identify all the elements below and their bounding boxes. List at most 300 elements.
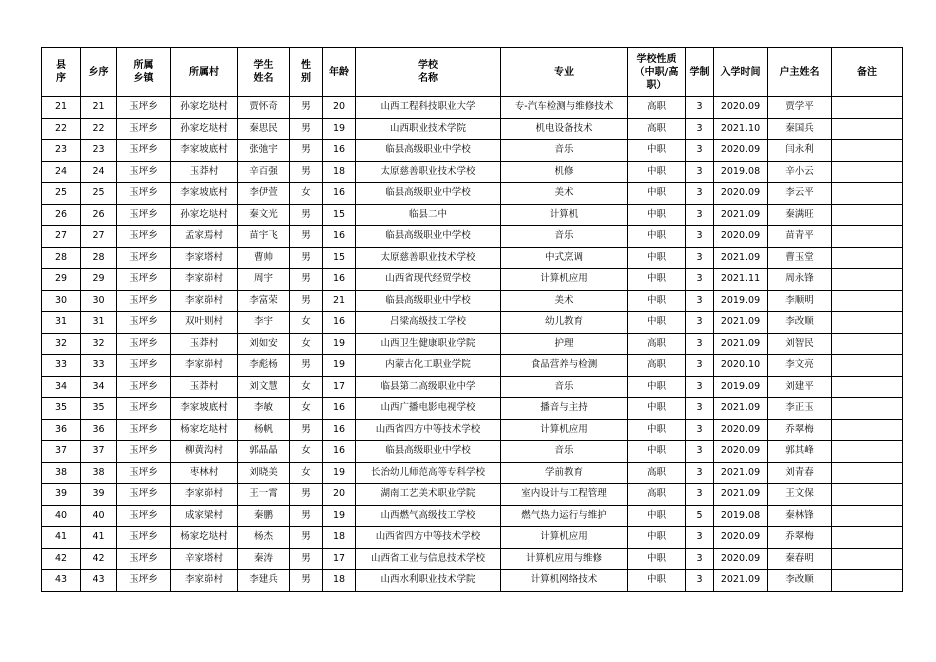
table-row	[42, 376, 903, 398]
table-row	[42, 570, 903, 592]
table-cell: 刘如安	[238, 333, 290, 355]
table-cell: 秦林锋	[768, 505, 832, 527]
table-row	[42, 290, 903, 312]
table-cell: 计算机应用与维修	[501, 548, 628, 570]
col-town-no	[81, 48, 117, 97]
table-cell: 临县高级职业中学校	[356, 183, 501, 205]
table-cell: 秦鹏	[238, 505, 290, 527]
table-cell: 中职	[628, 570, 686, 592]
table-cell: 计算机应用	[501, 419, 628, 441]
table-cell: 3	[686, 548, 714, 570]
table-cell: 男	[290, 161, 323, 183]
table-cell: 玉坪乡	[117, 290, 171, 312]
table-cell: 21	[42, 97, 81, 119]
table-cell: 李家峁村	[171, 269, 238, 291]
table-cell: 玉坪乡	[117, 312, 171, 334]
table-cell: 3	[686, 484, 714, 506]
table-cell: 37	[81, 441, 117, 463]
table-cell: 3	[686, 97, 714, 119]
table-cell: 山西卫生健康职业学院	[356, 333, 501, 355]
table-cell: 21	[81, 97, 117, 119]
table-row	[42, 97, 903, 119]
table-cell: 玉坪乡	[117, 183, 171, 205]
table-cell: 男	[290, 247, 323, 269]
table-cell: 34	[81, 376, 117, 398]
table-cell: 李建兵	[238, 570, 290, 592]
table-cell: 中职	[628, 290, 686, 312]
col-student	[238, 48, 290, 97]
table-cell: 女	[290, 376, 323, 398]
table-cell: 周永锋	[768, 269, 832, 291]
table-cell: 中职	[628, 226, 686, 248]
table-cell: 男	[290, 269, 323, 291]
table-cell	[832, 204, 903, 226]
table-cell: 苗青平	[768, 226, 832, 248]
header-text: 年龄	[329, 66, 349, 78]
table-cell: 中职	[628, 312, 686, 334]
table-cell: 李家峁村	[171, 570, 238, 592]
table-cell: 中职	[628, 269, 686, 291]
table-cell: 玉坪乡	[117, 355, 171, 377]
table-cell: 31	[42, 312, 81, 334]
table-cell: 男	[290, 118, 323, 140]
table-cell: 郭其峰	[768, 441, 832, 463]
table-cell: 3	[686, 312, 714, 334]
table-cell: 43	[42, 570, 81, 592]
table-cell: 山西省四方中等技术学校	[356, 419, 501, 441]
table-cell: 2021.09	[714, 333, 768, 355]
table-cell: 太原慈善职业技术学校	[356, 247, 501, 269]
table-cell: 王一霄	[238, 484, 290, 506]
table-cell: 刘文慧	[238, 376, 290, 398]
table-cell: 李家坡底村	[171, 183, 238, 205]
table-row	[42, 312, 903, 334]
table-cell: 秦国兵	[768, 118, 832, 140]
table-cell: 计算机应用	[501, 269, 628, 291]
table-cell: 33	[42, 355, 81, 377]
table-cell: 36	[81, 419, 117, 441]
table-cell: 柳黄沟村	[171, 441, 238, 463]
table-cell: 幼儿教育	[501, 312, 628, 334]
table-cell: 18	[323, 527, 356, 549]
table-cell: 音乐	[501, 226, 628, 248]
table-cell: 玉坪乡	[117, 548, 171, 570]
table-cell: 辛小云	[768, 161, 832, 183]
table-row	[42, 398, 903, 420]
table-cell: 护理	[501, 333, 628, 355]
table-cell: 20	[323, 97, 356, 119]
col-school-type	[628, 48, 686, 97]
table-cell	[832, 290, 903, 312]
table-cell: 双叶则村	[171, 312, 238, 334]
table-cell: 3	[686, 441, 714, 463]
table-cell: 山西职业技术学院	[356, 118, 501, 140]
table-cell: 玉坪乡	[117, 269, 171, 291]
table-cell: 2021.09	[714, 204, 768, 226]
col-age	[323, 48, 356, 97]
table-cell	[832, 312, 903, 334]
table-cell	[832, 226, 903, 248]
table-cell: 贾学平	[768, 97, 832, 119]
table-cell: 3	[686, 527, 714, 549]
table-cell: 玉坪乡	[117, 527, 171, 549]
table-cell: 男	[290, 140, 323, 162]
table-cell: 临县第二高级职业中学	[356, 376, 501, 398]
table-cell: 成家梁村	[171, 505, 238, 527]
table-cell: 玉坪乡	[117, 462, 171, 484]
table-cell: 玉莽村	[171, 161, 238, 183]
table-cell: 39	[42, 484, 81, 506]
table-cell: 播音与主持	[501, 398, 628, 420]
table-cell: 28	[42, 247, 81, 269]
table-cell: 高职	[628, 118, 686, 140]
table-cell	[832, 484, 903, 506]
table-cell: 3	[686, 333, 714, 355]
table-cell: 30	[81, 290, 117, 312]
table-row	[42, 527, 903, 549]
col-duration	[686, 48, 714, 97]
table-cell: 孟家焉村	[171, 226, 238, 248]
table-cell: 16	[323, 183, 356, 205]
table-cell: 35	[42, 398, 81, 420]
table-cell: 38	[42, 462, 81, 484]
table-cell: 3	[686, 204, 714, 226]
table-cell: 3	[686, 398, 714, 420]
table-cell: 杨家圪垯村	[171, 419, 238, 441]
table-cell: 22	[42, 118, 81, 140]
table-row	[42, 462, 903, 484]
table-cell: 15	[323, 247, 356, 269]
col-householder	[768, 48, 832, 97]
header-text: 入学时间	[720, 66, 761, 78]
table-cell: 玉坪乡	[117, 398, 171, 420]
table-cell	[832, 462, 903, 484]
table-cell: 2020.09	[714, 441, 768, 463]
table-cell: 3	[686, 226, 714, 248]
table-cell	[832, 355, 903, 377]
table-row	[42, 548, 903, 570]
table-cell: 高职	[628, 333, 686, 355]
table-row	[42, 161, 903, 183]
table-cell: 专-汽车检测与维修技术	[501, 97, 628, 119]
table-cell: 山西省工业与信息技术学校	[356, 548, 501, 570]
header-text: 性 别	[301, 60, 311, 84]
table-cell: 2021.09	[714, 398, 768, 420]
table-cell: 23	[42, 140, 81, 162]
table-cell: 李家塔村	[171, 247, 238, 269]
table-cell: 玉坪乡	[117, 333, 171, 355]
table-cell: 临县高级职业中学校	[356, 140, 501, 162]
table-cell: 17	[323, 376, 356, 398]
table-row	[42, 183, 903, 205]
table-cell: 43	[81, 570, 117, 592]
header-text: 所属 乡镇	[133, 60, 154, 84]
table-cell: 男	[290, 204, 323, 226]
table-cell: 16	[323, 140, 356, 162]
table-cell: 中职	[628, 140, 686, 162]
header-text: 学制	[689, 66, 710, 78]
table-cell: 16	[323, 226, 356, 248]
table-cell: 15	[323, 204, 356, 226]
col-village	[171, 48, 238, 97]
header-text: 专业	[554, 66, 574, 78]
table-cell: 李云平	[768, 183, 832, 205]
table-cell: 女	[290, 183, 323, 205]
header-text: 所属村	[189, 66, 219, 78]
table-cell: 男	[290, 419, 323, 441]
table-cell: 男	[290, 290, 323, 312]
table-cell: 42	[42, 548, 81, 570]
table-cell: 曹帅	[238, 247, 290, 269]
table-cell: 李顺明	[768, 290, 832, 312]
table-cell: 刘智民	[768, 333, 832, 355]
table-cell: 41	[81, 527, 117, 549]
table-cell: 玉坪乡	[117, 204, 171, 226]
table-cell: 2021.10	[714, 118, 768, 140]
table-cell: 太原慈善职业技术学校	[356, 161, 501, 183]
table-cell: 2021.09	[714, 570, 768, 592]
header-text: 学校 名称	[418, 60, 438, 84]
table-cell: 玉坪乡	[117, 570, 171, 592]
table-cell: 李家峁村	[171, 355, 238, 377]
table-cell	[832, 570, 903, 592]
table-cell: 李家坡底村	[171, 398, 238, 420]
table-cell: 郭晶晶	[238, 441, 290, 463]
table-cell: 3	[686, 140, 714, 162]
table-cell: 女	[290, 312, 323, 334]
table-cell: 学前教育	[501, 462, 628, 484]
table-cell: 16	[323, 312, 356, 334]
table-cell: 中职	[628, 161, 686, 183]
table-cell: 35	[81, 398, 117, 420]
table-cell: 22	[81, 118, 117, 140]
table-row	[42, 419, 903, 441]
table-cell: 吕梁高级技工学校	[356, 312, 501, 334]
table-cell: 山西燃气高级技工学校	[356, 505, 501, 527]
table-cell: 高职	[628, 355, 686, 377]
table-cell: 曹玉堂	[768, 247, 832, 269]
table-cell: 34	[42, 376, 81, 398]
table-cell: 秦春明	[768, 548, 832, 570]
table-cell: 高职	[628, 462, 686, 484]
table-cell: 高职	[628, 484, 686, 506]
table-row	[42, 140, 903, 162]
table-cell: 长治幼儿师范高等专科学校	[356, 462, 501, 484]
table-row	[42, 269, 903, 291]
table-cell: 食品营养与检测	[501, 355, 628, 377]
table-cell: 秦文光	[238, 204, 290, 226]
header-text: 县 序	[56, 60, 66, 84]
table-cell: 杨帆	[238, 419, 290, 441]
table-cell: 美术	[501, 290, 628, 312]
col-school	[356, 48, 501, 97]
table-cell: 乔翠梅	[768, 419, 832, 441]
table-cell: 美术	[501, 183, 628, 205]
table-cell: 杨杰	[238, 527, 290, 549]
table-cell: 中职	[628, 441, 686, 463]
table-cell	[832, 118, 903, 140]
table-cell: 闫永利	[768, 140, 832, 162]
table-cell: 27	[42, 226, 81, 248]
col-gender	[290, 48, 323, 97]
table-cell: 中职	[628, 419, 686, 441]
table-cell: 32	[42, 333, 81, 355]
table-cell: 2019.09	[714, 376, 768, 398]
table-cell: 男	[290, 570, 323, 592]
table-cell: 2020.10	[714, 355, 768, 377]
table-cell: 36	[42, 419, 81, 441]
table-cell	[832, 333, 903, 355]
table-cell: 玉坪乡	[117, 97, 171, 119]
table-cell: 李伊萱	[238, 183, 290, 205]
table-cell: 3	[686, 355, 714, 377]
table-cell: 机修	[501, 161, 628, 183]
table-cell: 2020.09	[714, 140, 768, 162]
table-cell	[832, 548, 903, 570]
table-cell: 2019.08	[714, 161, 768, 183]
table-cell: 湖南工艺美术职业学院	[356, 484, 501, 506]
table-cell: 19	[323, 505, 356, 527]
table-cell: 3	[686, 161, 714, 183]
table-cell: 玉坪乡	[117, 484, 171, 506]
table-cell: 李家峁村	[171, 484, 238, 506]
table-row	[42, 118, 903, 140]
table-cell: 苗宇飞	[238, 226, 290, 248]
table-cell: 37	[42, 441, 81, 463]
table-cell: 26	[81, 204, 117, 226]
table-cell: 2020.09	[714, 183, 768, 205]
table-cell: 24	[81, 161, 117, 183]
col-enroll	[714, 48, 768, 97]
table-cell: 音乐	[501, 376, 628, 398]
table-cell: 辛百强	[238, 161, 290, 183]
table-cell: 玉坪乡	[117, 226, 171, 248]
table-cell: 19	[323, 462, 356, 484]
col-township	[117, 48, 171, 97]
table-cell: 刘晓美	[238, 462, 290, 484]
table-cell: 19	[323, 333, 356, 355]
table-cell	[832, 269, 903, 291]
table-cell: 张弛宇	[238, 140, 290, 162]
col-county-no	[42, 48, 81, 97]
table-cell: 男	[290, 97, 323, 119]
table-cell: 中职	[628, 183, 686, 205]
table-cell: 2020.09	[714, 226, 768, 248]
table-cell: 玉坪乡	[117, 376, 171, 398]
table-cell: 玉坪乡	[117, 118, 171, 140]
table-cell: 玉坪乡	[117, 247, 171, 269]
table-cell: 25	[42, 183, 81, 205]
table-cell: 女	[290, 333, 323, 355]
table-cell	[832, 419, 903, 441]
table-cell	[832, 376, 903, 398]
table-cell: 2020.09	[714, 548, 768, 570]
table-cell: 玉莽村	[171, 376, 238, 398]
table-row	[42, 204, 903, 226]
table-cell: 27	[81, 226, 117, 248]
table-cell: 32	[81, 333, 117, 355]
table-cell: 中职	[628, 505, 686, 527]
table-cell: 2021.09	[714, 312, 768, 334]
table-cell: 20	[323, 484, 356, 506]
table-cell	[832, 183, 903, 205]
table-cell: 23	[81, 140, 117, 162]
table-cell: 3	[686, 118, 714, 140]
table-cell: 29	[42, 269, 81, 291]
table-cell: 3	[686, 462, 714, 484]
table-cell: 中职	[628, 247, 686, 269]
table-cell: 燃气热力运行与维护	[501, 505, 628, 527]
table-cell: 辛家塔村	[171, 548, 238, 570]
table-cell: 2021.09	[714, 462, 768, 484]
table-cell: 孙家圪垯村	[171, 97, 238, 119]
table-cell	[832, 398, 903, 420]
table-cell: 贾怀奇	[238, 97, 290, 119]
table-cell: 计算机	[501, 204, 628, 226]
table-cell: 3	[686, 247, 714, 269]
table-cell: 李富荣	[238, 290, 290, 312]
table-cell	[832, 97, 903, 119]
table-cell: 秦涛	[238, 548, 290, 570]
table-body	[42, 97, 903, 592]
table-cell: 女	[290, 398, 323, 420]
table-cell: 机电设备技术	[501, 118, 628, 140]
table-cell	[832, 527, 903, 549]
table-cell: 16	[323, 269, 356, 291]
table-cell: 李家坡底村	[171, 140, 238, 162]
table-cell: 临县二中	[356, 204, 501, 226]
table-cell: 中式烹调	[501, 247, 628, 269]
table-row	[42, 505, 903, 527]
table-cell: 28	[81, 247, 117, 269]
table-cell: 21	[323, 290, 356, 312]
table-cell: 临县高级职业中学校	[356, 226, 501, 248]
table-cell: 2020.09	[714, 97, 768, 119]
table-cell: 周宇	[238, 269, 290, 291]
table-row	[42, 484, 903, 506]
col-remarks	[832, 48, 903, 97]
table-cell: 16	[323, 398, 356, 420]
table-cell: 3	[686, 376, 714, 398]
table-cell	[832, 161, 903, 183]
table-row	[42, 226, 903, 248]
table-cell: 40	[81, 505, 117, 527]
table-cell: 男	[290, 527, 323, 549]
table-cell: 玉坪乡	[117, 505, 171, 527]
table-cell: 中职	[628, 376, 686, 398]
table-cell: 山西省四方中等技术学校	[356, 527, 501, 549]
table-cell: 山西工程科技职业大学	[356, 97, 501, 119]
table-cell: 女	[290, 462, 323, 484]
table-cell: 高职	[628, 97, 686, 119]
table-cell: 山西省现代经贸学校	[356, 269, 501, 291]
table-cell: 40	[42, 505, 81, 527]
table-cell: 41	[42, 527, 81, 549]
table-cell: 中职	[628, 398, 686, 420]
table-cell: 李文亮	[768, 355, 832, 377]
table-cell: 玉坪乡	[117, 441, 171, 463]
table-cell: 刘建平	[768, 376, 832, 398]
table-cell: 24	[42, 161, 81, 183]
table-cell: 山西水利职业技术学院	[356, 570, 501, 592]
table-cell: 33	[81, 355, 117, 377]
table-cell: 16	[323, 441, 356, 463]
table-cell: 临县高级职业中学校	[356, 441, 501, 463]
table-cell: 李家峁村	[171, 290, 238, 312]
table-cell: 室内设计与工程管理	[501, 484, 628, 506]
table-cell: 李敏	[238, 398, 290, 420]
table-cell: 李正玉	[768, 398, 832, 420]
